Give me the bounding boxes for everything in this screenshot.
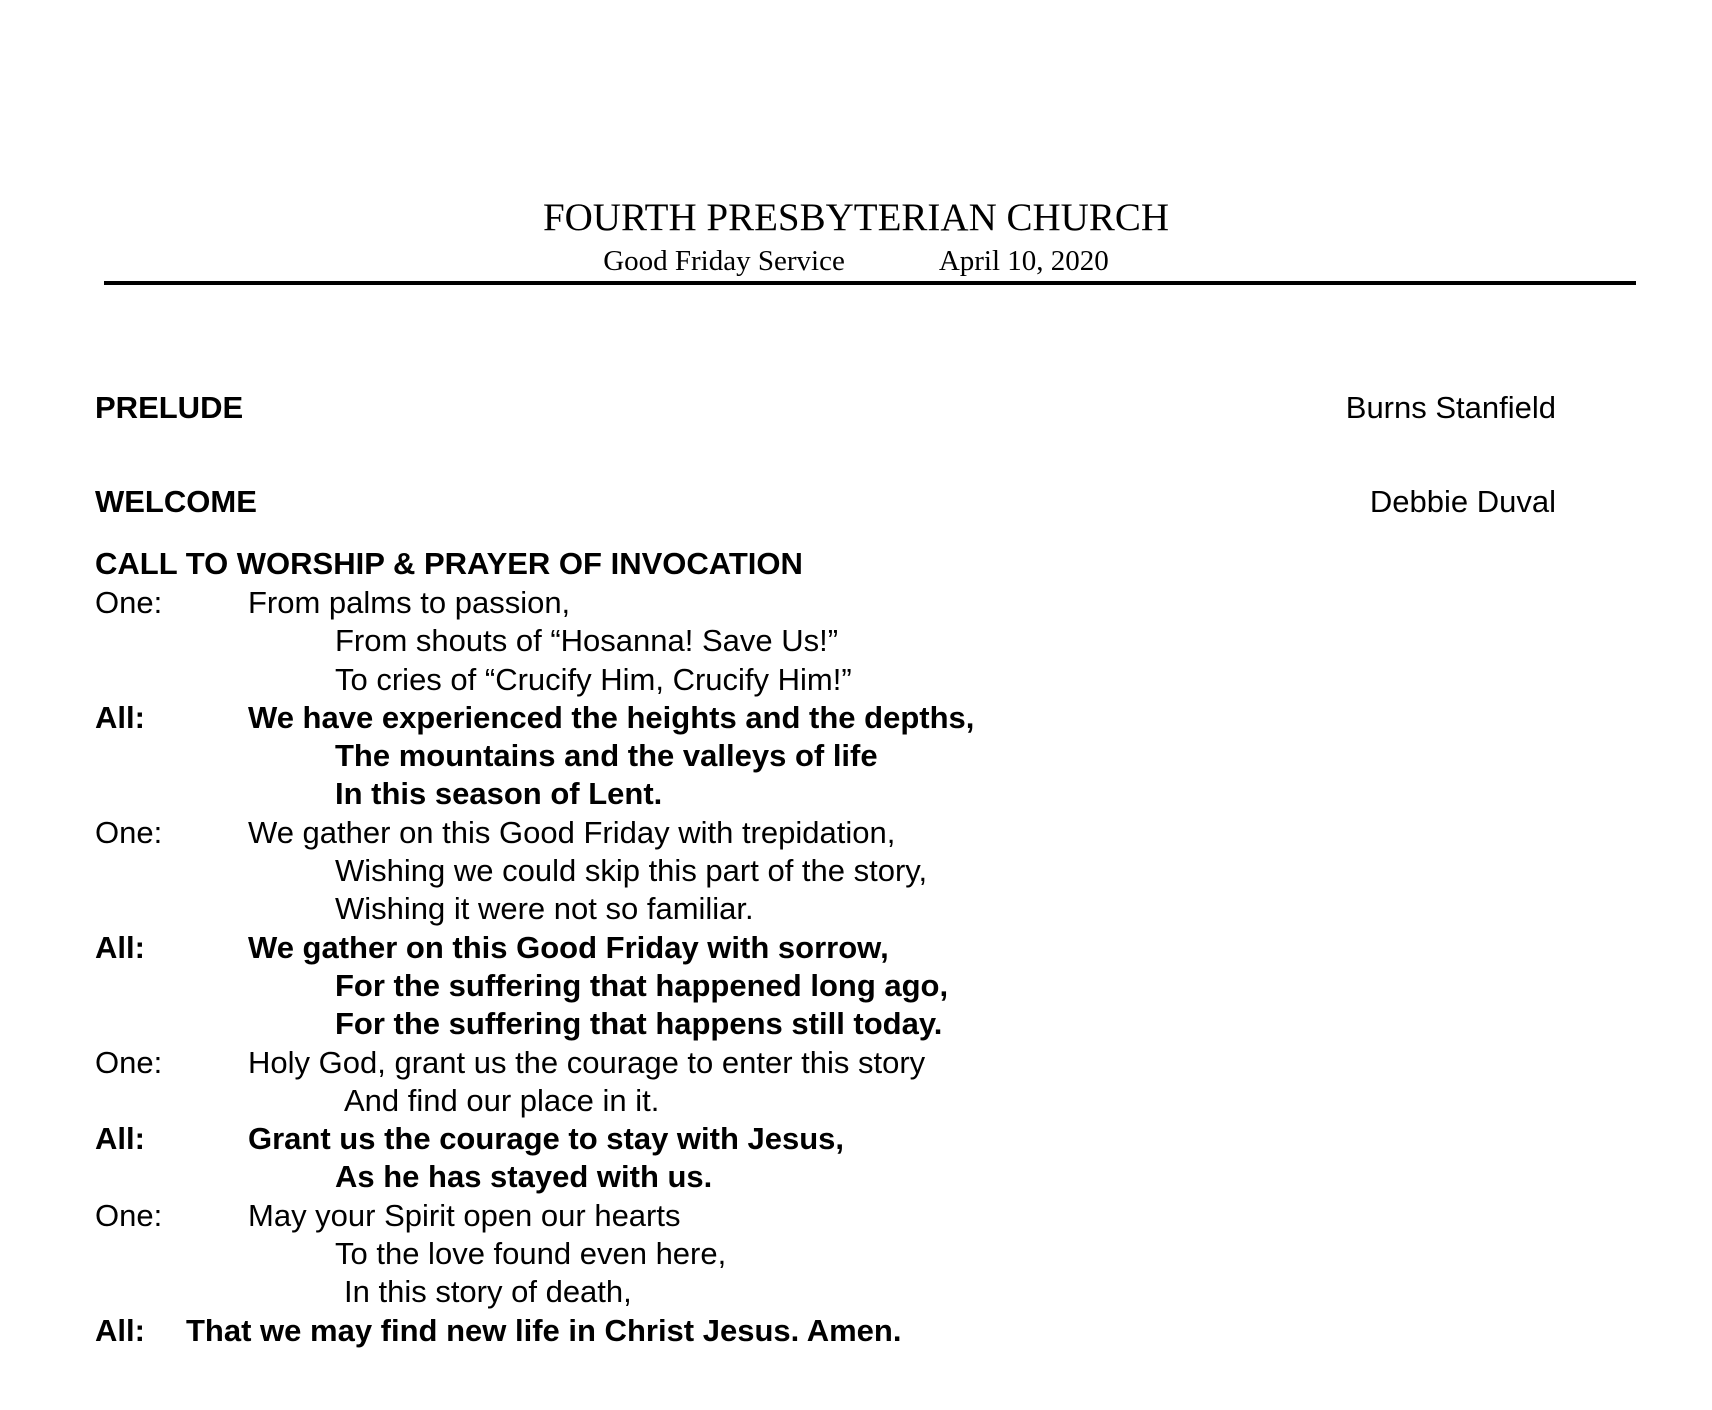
litany-text: To cries of “Crucify Him, Crucify Him!” [335, 661, 852, 697]
welcome-leader: Debbie Duval [1369, 484, 1556, 519]
welcome-row [95, 484, 1556, 520]
litany-speaker: One: [95, 814, 163, 850]
litany-speaker: All: [95, 699, 145, 735]
litany-text: From shouts of “Hosanna! Save Us!” [335, 623, 839, 659]
header-divider [104, 281, 1636, 285]
litany-text: Holy God, grant us the courage to enter this story [248, 1044, 926, 1080]
prelude-title: PRELUDE [95, 390, 244, 425]
litany-text: As he has stayed with us. [335, 1159, 713, 1195]
litany-text: For the suffering that happens still today. [335, 1006, 943, 1042]
service-subtitle [0, 244, 1712, 278]
litany-speaker: One: [95, 585, 163, 620]
litany-text: May your Spirit open our hearts [248, 1197, 681, 1233]
service-name: Good Friday Service [603, 245, 845, 277]
litany-text: And find our place in it. [344, 1082, 660, 1118]
church-name: FOURTH PRESBYTERIAN CHURCH [542, 196, 1170, 239]
litany-text: We have experienced the heights and the depths, [248, 699, 975, 735]
call-to-worship-title: CALL TO WORSHIP & PRAYER OF INVOCATION [95, 546, 803, 581]
litany-speaker: All: [95, 929, 145, 965]
litany-text: In this story of death, [344, 1274, 632, 1310]
litany-text: For the suffering that happened long ago, [335, 967, 949, 1003]
service-date: April 10, 2020 [938, 245, 1109, 277]
litany-speaker: All: [95, 1312, 145, 1348]
litany-text: From palms to passion, [248, 585, 571, 620]
prelude-leader: Burns Stanfield [1345, 390, 1556, 425]
bulletin-header [0, 196, 1712, 278]
prelude-row [95, 390, 1556, 426]
litany-text: Wishing we could skip this part of the story, [335, 853, 928, 889]
litany-text: To the love found even here, [335, 1236, 727, 1272]
litany-speaker: One: [95, 1044, 163, 1080]
litany-text: That we may find new life in Christ Jesus. Amen. [186, 1312, 902, 1348]
litany-text: The mountains and the valleys of life [335, 738, 878, 774]
litany-text: In this season of Lent. [335, 776, 663, 812]
litany-text: Wishing it were not so familiar. [335, 891, 754, 927]
litany-text: We gather on this Good Friday with sorrow, [248, 929, 889, 965]
litany-speaker: One: [95, 1197, 163, 1233]
welcome-title: WELCOME [95, 484, 257, 519]
litany-text: Grant us the courage to stay with Jesus, [248, 1121, 845, 1157]
litany-speaker: All: [95, 1121, 145, 1157]
litany-text: We gather on this Good Friday with trepidation, [248, 814, 896, 850]
